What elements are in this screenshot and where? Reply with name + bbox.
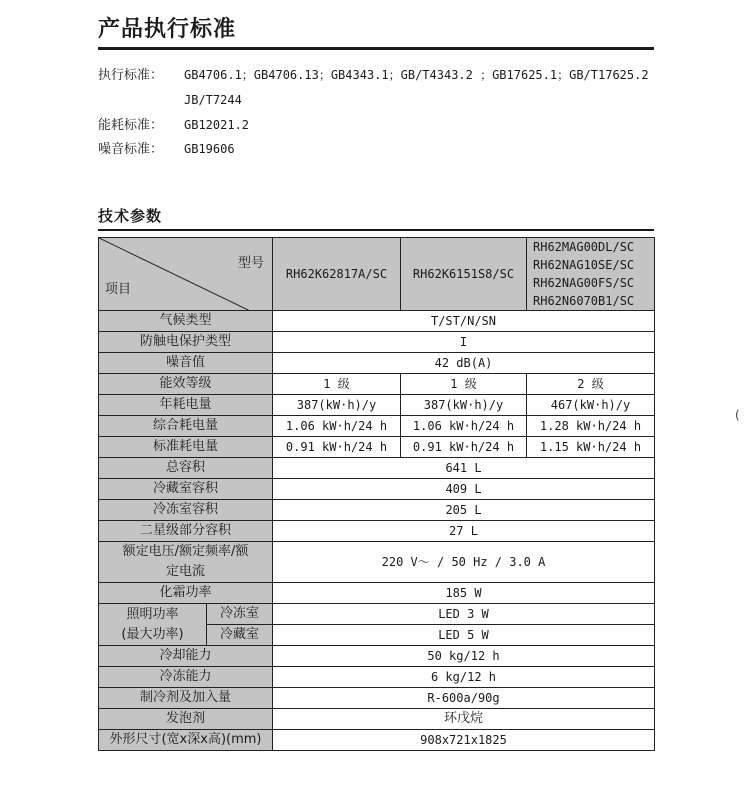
exec-standard-value: GB4706.1；GB4706.13；GB4343.1；GB/T4343.2 ；GB17625.1；GB/T17625.2 [184, 68, 649, 82]
row-label-rated-line2: 定电流 [165, 564, 205, 579]
energy-standard-label: 能耗标准： [98, 118, 164, 133]
row-value-efficiency-3: 2 级 [527, 374, 655, 395]
table-row [99, 730, 655, 751]
row-value-cooling: 50 kg/12 h [273, 646, 655, 667]
row-label-total-volume: 总容积 [99, 458, 273, 479]
model-header-3-line: RH62NAG10SE/SC [533, 258, 635, 272]
row-value-standard-1: 0.91 kW·h/24 h [273, 437, 401, 458]
row-label-lighting-line2: (最大功率) [121, 626, 184, 642]
row-value-fridge-volume: 409 L [273, 479, 655, 500]
row-label-shock: 防触电保护类型 [99, 332, 273, 353]
row-value-two-star: 27 L [273, 521, 655, 542]
row-value-shock: I [273, 332, 655, 353]
row-label-defrost: 化霜功率 [99, 583, 273, 604]
row-label-freezing: 冷冻能力 [99, 667, 273, 688]
table-row [99, 521, 655, 542]
spec-section-rule [98, 229, 654, 231]
row-value-combined-1: 1.06 kW·h/24 h [273, 416, 401, 437]
model-header-3-line: RH62N6070B1/SC [533, 294, 635, 308]
row-value-noise: 42 dB(A) [273, 353, 655, 374]
row-label-two-star: 二星级部分容积 [99, 521, 273, 542]
spec-table [98, 237, 655, 751]
row-label-efficiency: 能效等级 [99, 374, 273, 395]
row-label-freezer-volume: 冷冻室容积 [99, 500, 273, 521]
row-value-total-volume: 641 L [273, 458, 655, 479]
row-label-annual: 年耗电量 [99, 395, 273, 416]
row-value-annual-1: 387(kW·h)/y [273, 395, 401, 416]
page-title: 产品执行标准 [98, 17, 237, 42]
table-row [99, 667, 655, 688]
noise-standard-value: GB19606 [184, 142, 235, 156]
row-label-lighting-line1: 照明功率 [126, 606, 179, 622]
row-value-freezing: 6 kg/12 h [273, 667, 655, 688]
table-row [99, 709, 655, 730]
table-row [99, 374, 655, 395]
row-label-rated [99, 542, 273, 583]
row-sublabel-lighting-freezer: 冷冻室 [207, 604, 273, 625]
corner-item-label: 项目 [105, 282, 132, 297]
table-row [99, 542, 655, 583]
row-value-efficiency-1: 1 级 [273, 374, 401, 395]
title-rule [98, 47, 654, 50]
corner-model-label: 型号 [237, 256, 264, 271]
row-label-fridge-volume: 冷藏室容积 [99, 479, 273, 500]
row-label-dimensions: 外形尺寸(宽x深x高)(mm) [99, 730, 273, 751]
row-label-rated-line1: 额定电压/额定频率/额 [122, 544, 249, 559]
table-row [99, 437, 655, 458]
row-label-cooling: 冷却能力 [99, 646, 273, 667]
model-header-3-line: RH62NAG00FS/SC [533, 276, 635, 290]
row-value-lighting-freezer: LED 3 W [273, 604, 655, 625]
row-value-lighting-fridge: LED 5 W [273, 625, 655, 646]
table-row [99, 458, 655, 479]
model-header-3-line: RH62MAG00DL/SC [533, 240, 635, 254]
row-value-efficiency-2: 1 级 [401, 374, 527, 395]
table-row [99, 353, 655, 374]
noise-standard-row [98, 140, 235, 159]
noise-standard-label: 噪音标准： [98, 142, 164, 157]
row-value-annual-3: 467(kW·h)/y [527, 395, 655, 416]
table-row [99, 583, 655, 604]
edge-mark: ( [735, 408, 740, 422]
table-row [99, 332, 655, 353]
row-value-defrost: 185 W [273, 583, 655, 604]
row-label-foaming: 发泡剂 [99, 709, 273, 730]
exec-standard-row [98, 66, 649, 85]
table-row [99, 646, 655, 667]
table-row [99, 604, 655, 625]
row-value-refrigerant: R-600a/90g [273, 688, 655, 709]
energy-standard-row [98, 116, 249, 135]
row-value-foaming: 环戊烷 [273, 709, 655, 730]
model-header-1: RH62K62817A/SC [273, 238, 401, 311]
table-row [99, 311, 655, 332]
row-sublabel-lighting-fridge: 冷藏室 [207, 625, 273, 646]
table-row [99, 500, 655, 521]
row-label-combined: 综合耗电量 [99, 416, 273, 437]
row-value-annual-2: 387(kW·h)/y [401, 395, 527, 416]
exec-standard-value-cont: JB/T7244 [184, 93, 242, 107]
table-row [99, 479, 655, 500]
table-corner-cell [99, 238, 273, 311]
row-value-standard-3: 1.15 kW·h/24 h [527, 437, 655, 458]
row-value-combined-2: 1.06 kW·h/24 h [401, 416, 527, 437]
exec-standard-label: 执行标准： [98, 68, 164, 83]
row-value-climate: T/ST/N/SN [273, 311, 655, 332]
row-value-rated: 220 V～ / 50 Hz / 3.0 A [273, 542, 655, 583]
energy-standard-value: GB12021.2 [184, 118, 250, 132]
row-value-dimensions: 908x721x1825 [273, 730, 655, 751]
row-value-combined-3: 1.28 kW·h/24 h [527, 416, 655, 437]
row-label-standard: 标准耗电量 [99, 437, 273, 458]
row-value-freezer-volume: 205 L [273, 500, 655, 521]
spec-section-title: 技术参数 [98, 207, 163, 225]
row-label-noise: 噪音值 [99, 353, 273, 374]
model-header-3 [527, 238, 655, 311]
row-label-climate: 气候类型 [99, 311, 273, 332]
row-label-refrigerant: 制冷剂及加入量 [99, 688, 273, 709]
row-value-standard-2: 0.91 kW·h/24 h [401, 437, 527, 458]
row-label-lighting [99, 604, 207, 646]
table-row [99, 416, 655, 437]
table-row [99, 395, 655, 416]
model-header-2: RH62K6151S8/SC [401, 238, 527, 311]
table-row [99, 688, 655, 709]
table-header-row [99, 238, 655, 311]
